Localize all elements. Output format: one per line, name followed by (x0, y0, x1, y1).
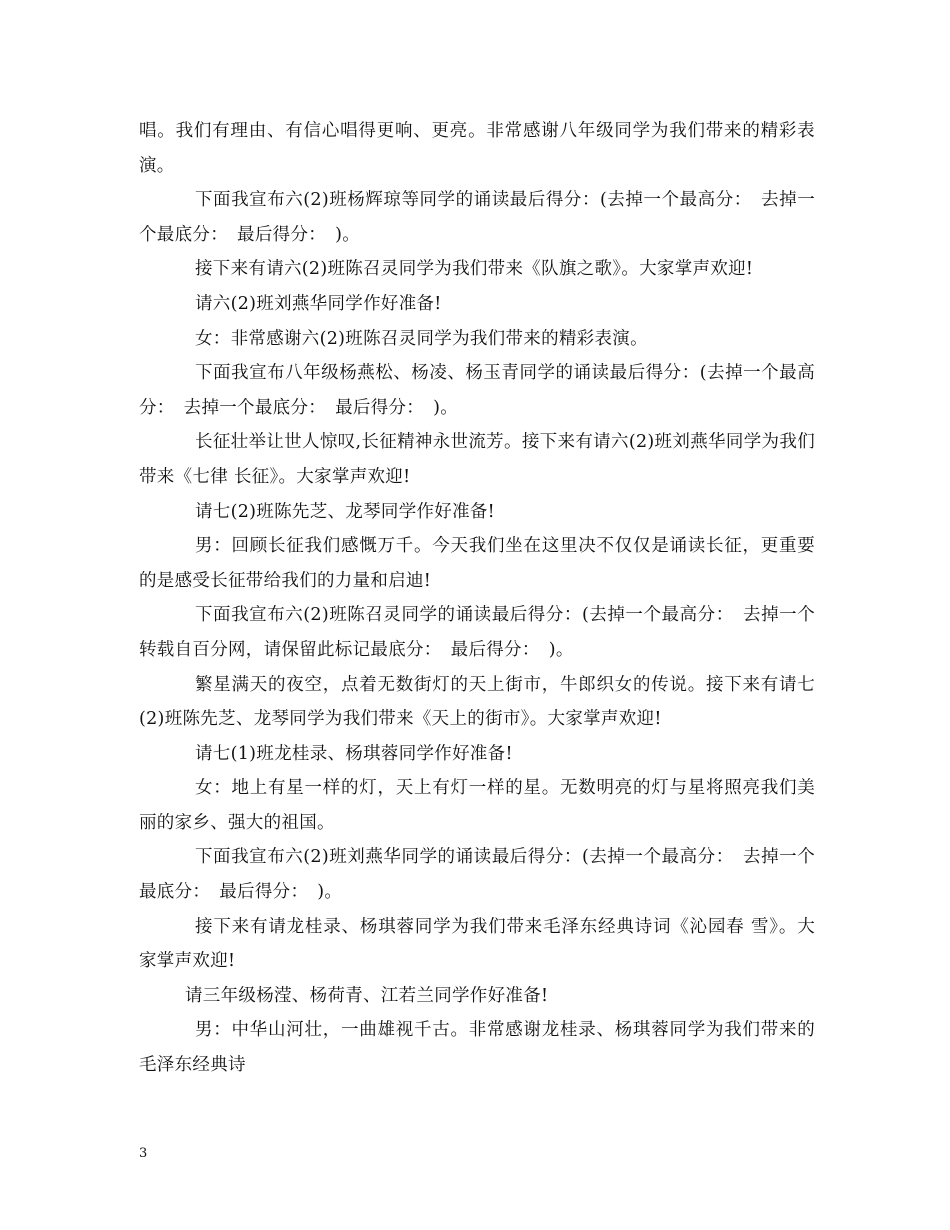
page-number: 3 (139, 1146, 148, 1161)
paragraph: 下面我宣布六(2)班刘燕华同学的诵读最后得分：(去掉一个最高分： 去掉一个最底分： 最后得分： )。 (139, 847, 815, 903)
paragraph: 请六(2)班刘燕华同学作好准备! (195, 293, 442, 314)
document-body (139, 114, 815, 1083)
paragraph: 请七(2)班陈先芝、龙琴同学作好准备! (195, 501, 496, 522)
paragraph: 繁星满天的夜空，点着无数街灯的天上街市，牛郎织女的传说。接下来有请七(2)班陈先芝、龙琴同学为我们带来《天上的街市》。大家掌声欢迎! (139, 674, 815, 730)
paragraph: 下面我宣布六(2)班陈召灵同学的诵读最后得分：(去掉一个最高分： 去掉一个转载自百分网，请保留此标记最底分： 最后得分： )。 (139, 605, 815, 660)
paragraph: 男：中华山河壮，一曲雄视千古。非常感谢龙桂录、杨琪蓉同学为我们带来的毛泽东经典诗 (139, 1020, 815, 1076)
paragraph: 接下来有请龙桂录、杨琪蓉同学为我们带来毛泽东经典诗词《沁园春 雪》。大家掌声欢迎! (139, 916, 815, 972)
paragraph: 下面我宣布六(2)班杨辉琼等同学的诵读最后得分：(去掉一个最高分： 去掉一个最底分： 最后得分： )。 (139, 190, 815, 245)
paragraph: 男：回顾长征我们感慨万千。今天我们坐在这里决不仅仅是诵读长征，更重要的是感受长征带给我们的力量和启迪! (139, 536, 815, 591)
paragraph: 请三年级杨滢、杨荷青、江若兰同学作好准备! (185, 985, 549, 1006)
paragraph: 接下来有请六(2)班陈召灵同学为我们带来《队旗之歌》。大家掌声欢迎! (195, 259, 754, 280)
paragraph: 下面我宣布八年级杨燕松、杨凌、杨玉青同学的诵读最后得分：(去掉一个最高分： 去掉一个最底分： 最后得分： )。 (139, 363, 815, 418)
paragraph: 女：地上有星一样的灯，天上有灯一样的星。无数明亮的灯与星将照亮我们美丽的家乡、强大的祖国。 (139, 778, 815, 833)
paragraph: 女：非常感谢六(2)班陈召灵同学为我们带来的精彩表演。 (195, 328, 648, 349)
paragraph: 请七(1)班龙桂录、杨琪蓉同学作好准备! (195, 743, 513, 764)
paragraph: 唱。我们有理由、有信心唱得更响、更亮。非常感谢八年级同学为我们带来的精彩表演。 (139, 121, 815, 176)
paragraph: 长征壮举让世人惊叹,长征精神永世流芳。接下来有请六(2)班刘燕华同学为我们带来《七律 长征》。大家掌声欢迎! (139, 432, 815, 487)
